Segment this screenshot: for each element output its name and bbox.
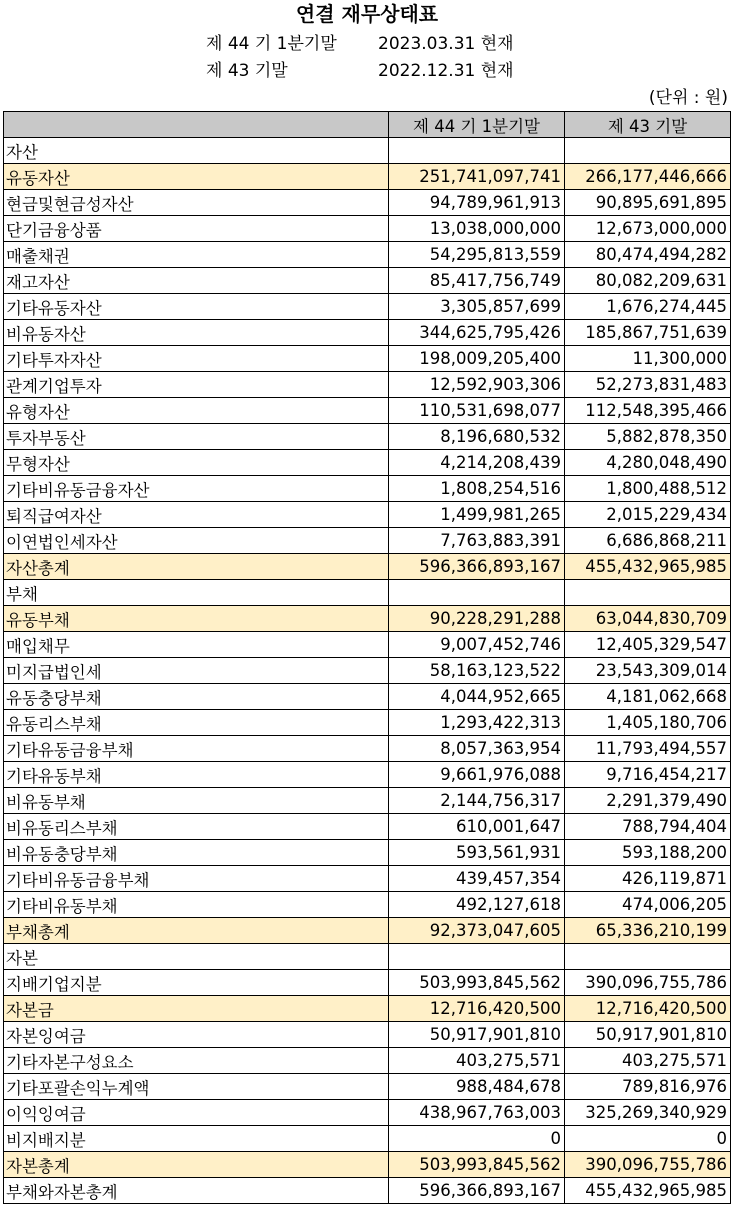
value-current: 12,592,903,306 <box>389 372 565 398</box>
row-label: 부채총계 <box>4 918 389 944</box>
row-label: 기타비유동부채 <box>4 892 389 918</box>
table-row <box>4 736 731 762</box>
table-row <box>4 1074 731 1100</box>
row-label: 기타포괄손익누계액 <box>4 1074 389 1100</box>
table-row <box>4 424 731 450</box>
table-row <box>4 1178 731 1204</box>
value-current: 110,531,698,077 <box>389 398 565 424</box>
table-row <box>4 788 731 814</box>
value-current: 344,625,795,426 <box>389 320 565 346</box>
value-current: 593,561,931 <box>389 840 565 866</box>
row-label: 기타유동자산 <box>4 294 389 320</box>
table-row <box>4 372 731 398</box>
value-current: 9,007,452,746 <box>389 632 565 658</box>
row-label: 부채 <box>4 580 389 606</box>
value-prior: 63,044,830,709 <box>565 606 731 632</box>
page-title: 연결 재무상태표 <box>295 2 439 26</box>
row-label: 유동리스부채 <box>4 710 389 736</box>
row-label: 자본금 <box>4 996 389 1022</box>
value-prior: 9,716,454,217 <box>565 762 731 788</box>
value-prior: 11,300,000 <box>565 346 731 372</box>
value-current: 492,127,618 <box>389 892 565 918</box>
table-row <box>4 164 731 190</box>
table-row <box>4 1048 731 1074</box>
value-current: 54,295,813,559 <box>389 242 565 268</box>
table-row <box>4 970 731 996</box>
value-prior: 12,673,000,000 <box>565 216 731 242</box>
period-prior-date: 2022.12.31 현재 <box>378 61 514 81</box>
table-row <box>4 710 731 736</box>
value-prior <box>565 580 731 606</box>
value-prior: 5,882,878,350 <box>565 424 731 450</box>
value-current: 251,741,097,741 <box>389 164 565 190</box>
value-prior: 455,432,965,985 <box>565 554 731 580</box>
row-label: 자산총계 <box>4 554 389 580</box>
value-prior: 50,917,901,810 <box>565 1022 731 1048</box>
column-header-prior: 제 43 기말 <box>565 112 731 138</box>
value-current: 1,293,422,313 <box>389 710 565 736</box>
period-current-label: 제 44 기 1분기말 <box>206 34 337 54</box>
value-current <box>389 138 565 164</box>
row-label: 자산 <box>4 138 389 164</box>
value-prior: 266,177,446,666 <box>565 164 731 190</box>
value-current: 438,967,763,003 <box>389 1100 565 1126</box>
table-row <box>4 814 731 840</box>
table-row <box>4 294 731 320</box>
value-current: 988,484,678 <box>389 1074 565 1100</box>
balance-sheet-table <box>3 111 731 1204</box>
table-row <box>4 502 731 528</box>
value-prior: 185,867,751,639 <box>565 320 731 346</box>
value-prior: 789,816,976 <box>565 1074 731 1100</box>
table-row <box>4 944 731 970</box>
value-current: 596,366,893,167 <box>389 554 565 580</box>
row-label: 비유동부채 <box>4 788 389 814</box>
value-current: 503,993,845,562 <box>389 1152 565 1178</box>
value-current <box>389 580 565 606</box>
value-current: 90,228,291,288 <box>389 606 565 632</box>
period-prior-label: 제 43 기말 <box>206 61 288 81</box>
row-label: 유동부채 <box>4 606 389 632</box>
value-prior: 1,800,488,512 <box>565 476 731 502</box>
row-label: 자본 <box>4 944 389 970</box>
value-current: 2,144,756,317 <box>389 788 565 814</box>
table-row <box>4 268 731 294</box>
row-label: 매입채무 <box>4 632 389 658</box>
row-label: 기타비유동금융자산 <box>4 476 389 502</box>
table-row <box>4 450 731 476</box>
row-label: 퇴직급여자산 <box>4 502 389 528</box>
value-current: 8,196,680,532 <box>389 424 565 450</box>
value-current: 439,457,354 <box>389 866 565 892</box>
value-current: 4,044,952,665 <box>389 684 565 710</box>
value-prior: 4,181,062,668 <box>565 684 731 710</box>
column-header-item <box>4 112 389 138</box>
value-prior: 90,895,691,895 <box>565 190 731 216</box>
value-prior: 403,275,571 <box>565 1048 731 1074</box>
table-row <box>4 138 731 164</box>
value-current: 596,366,893,167 <box>389 1178 565 1204</box>
row-label: 기타자본구성요소 <box>4 1048 389 1074</box>
value-current: 0 <box>389 1126 565 1152</box>
row-label: 유동충당부채 <box>4 684 389 710</box>
value-current: 9,661,976,088 <box>389 762 565 788</box>
value-prior: 0 <box>565 1126 731 1152</box>
value-current: 85,417,756,749 <box>389 268 565 294</box>
row-label: 기타유동금융부채 <box>4 736 389 762</box>
value-prior: 4,280,048,490 <box>565 450 731 476</box>
value-current: 7,763,883,391 <box>389 528 565 554</box>
table-row <box>4 1100 731 1126</box>
value-prior <box>565 944 731 970</box>
value-current: 8,057,363,954 <box>389 736 565 762</box>
value-current: 13,038,000,000 <box>389 216 565 242</box>
value-prior: 325,269,340,929 <box>565 1100 731 1126</box>
value-current: 94,789,961,913 <box>389 190 565 216</box>
table-row <box>4 762 731 788</box>
value-prior: 426,119,871 <box>565 866 731 892</box>
table-row <box>4 242 731 268</box>
row-label: 현금및현금성자산 <box>4 190 389 216</box>
value-prior: 2,291,379,490 <box>565 788 731 814</box>
unit-label: (단위 : 원) <box>648 88 728 108</box>
row-label: 무형자산 <box>4 450 389 476</box>
value-prior: 80,082,209,631 <box>565 268 731 294</box>
table-row <box>4 840 731 866</box>
value-prior: 593,188,200 <box>565 840 731 866</box>
value-current <box>389 944 565 970</box>
value-prior: 12,405,329,547 <box>565 632 731 658</box>
row-label: 관계기업투자 <box>4 372 389 398</box>
value-current: 1,808,254,516 <box>389 476 565 502</box>
row-label: 재고자산 <box>4 268 389 294</box>
row-label: 비유동충당부채 <box>4 840 389 866</box>
value-current: 610,001,647 <box>389 814 565 840</box>
table-header-row <box>4 112 731 138</box>
row-label: 기타유동부채 <box>4 762 389 788</box>
value-prior: 1,405,180,706 <box>565 710 731 736</box>
value-current: 3,305,857,699 <box>389 294 565 320</box>
row-label: 지배기업지분 <box>4 970 389 996</box>
row-label: 유형자산 <box>4 398 389 424</box>
table-row <box>4 398 731 424</box>
table-row <box>4 216 731 242</box>
value-current: 403,275,571 <box>389 1048 565 1074</box>
table-row <box>4 554 731 580</box>
value-prior: 474,006,205 <box>565 892 731 918</box>
column-header-current: 제 44 기 1분기말 <box>389 112 565 138</box>
value-current: 503,993,845,562 <box>389 970 565 996</box>
value-prior: 11,793,494,557 <box>565 736 731 762</box>
row-label: 매출채권 <box>4 242 389 268</box>
table-row <box>4 606 731 632</box>
row-label: 투자부동산 <box>4 424 389 450</box>
table-row <box>4 996 731 1022</box>
table-row <box>4 684 731 710</box>
table-row <box>4 918 731 944</box>
value-prior: 23,543,309,014 <box>565 658 731 684</box>
table-row <box>4 866 731 892</box>
table-row <box>4 346 731 372</box>
row-label: 기타투자자산 <box>4 346 389 372</box>
statement-header <box>0 0 734 112</box>
value-prior: 390,096,755,786 <box>565 1152 731 1178</box>
row-label: 비유동자산 <box>4 320 389 346</box>
value-prior: 455,432,965,985 <box>565 1178 731 1204</box>
value-current: 50,917,901,810 <box>389 1022 565 1048</box>
row-label: 부채와자본총계 <box>4 1178 389 1204</box>
value-prior: 65,336,210,199 <box>565 918 731 944</box>
value-prior: 788,794,404 <box>565 814 731 840</box>
value-prior <box>565 138 731 164</box>
table-row <box>4 658 731 684</box>
value-current: 58,163,123,522 <box>389 658 565 684</box>
table-row <box>4 190 731 216</box>
table-row <box>4 1126 731 1152</box>
table-row <box>4 1022 731 1048</box>
row-label: 유동자산 <box>4 164 389 190</box>
table-row <box>4 632 731 658</box>
value-prior: 6,686,868,211 <box>565 528 731 554</box>
value-prior: 12,716,420,500 <box>565 996 731 1022</box>
row-label: 미지급법인세 <box>4 658 389 684</box>
row-label: 이익잉여금 <box>4 1100 389 1126</box>
value-prior: 112,548,395,466 <box>565 398 731 424</box>
table-row <box>4 528 731 554</box>
value-prior: 1,676,274,445 <box>565 294 731 320</box>
row-label: 자본총계 <box>4 1152 389 1178</box>
row-label: 기타비유동금융부채 <box>4 866 389 892</box>
table-row <box>4 580 731 606</box>
value-prior: 2,015,229,434 <box>565 502 731 528</box>
value-prior: 52,273,831,483 <box>565 372 731 398</box>
row-label: 이연법인세자산 <box>4 528 389 554</box>
row-label: 단기금융상품 <box>4 216 389 242</box>
row-label: 자본잉여금 <box>4 1022 389 1048</box>
row-label: 비유동리스부채 <box>4 814 389 840</box>
period-current-date: 2023.03.31 현재 <box>378 34 514 54</box>
table-row <box>4 476 731 502</box>
table-row <box>4 1152 731 1178</box>
table-row <box>4 320 731 346</box>
table-row <box>4 892 731 918</box>
value-prior: 390,096,755,786 <box>565 970 731 996</box>
value-current: 198,009,205,400 <box>389 346 565 372</box>
value-prior: 80,474,494,282 <box>565 242 731 268</box>
value-current: 4,214,208,439 <box>389 450 565 476</box>
value-current: 1,499,981,265 <box>389 502 565 528</box>
row-label: 비지배지분 <box>4 1126 389 1152</box>
value-current: 12,716,420,500 <box>389 996 565 1022</box>
value-current: 92,373,047,605 <box>389 918 565 944</box>
